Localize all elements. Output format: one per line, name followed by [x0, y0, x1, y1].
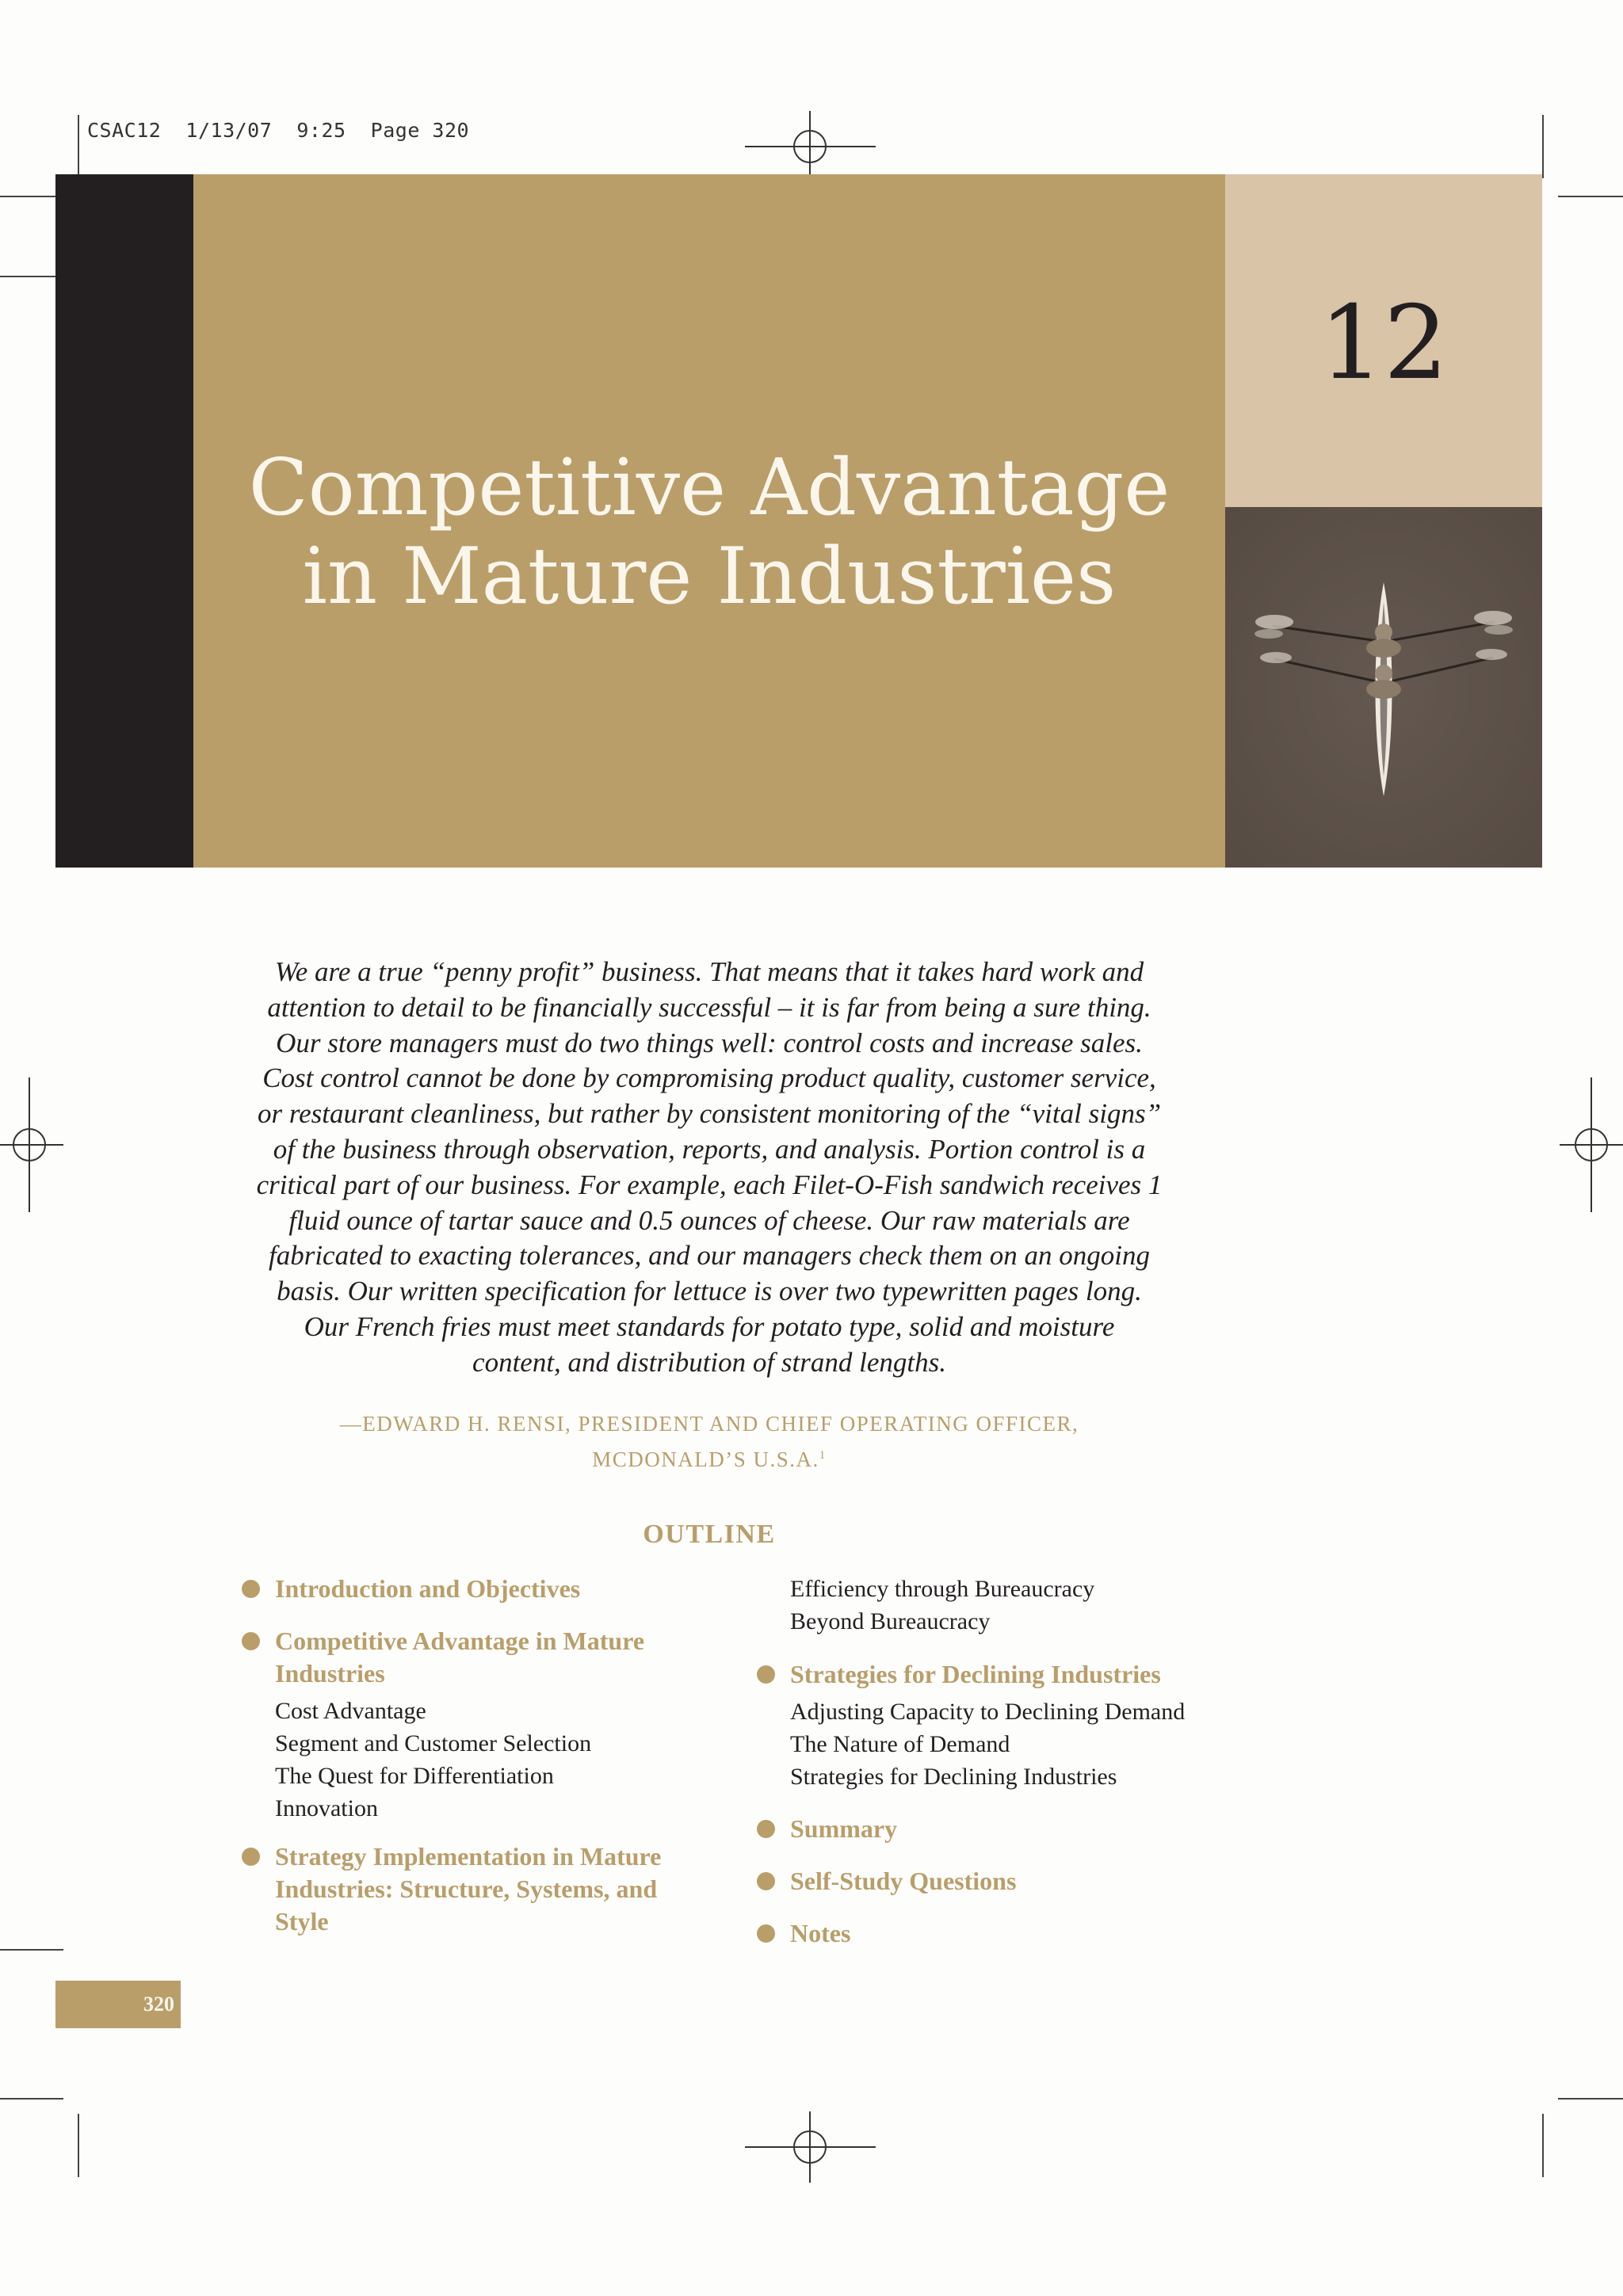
- crop-mark: [1558, 2098, 1623, 2100]
- outline-section-title: Industries: Structure, Systems, and: [275, 1875, 658, 1903]
- bullet-icon: [757, 1924, 775, 1943]
- outline-section: [242, 1573, 685, 1605]
- outline-section-title: Competitive Advantage in Mature: [275, 1627, 645, 1655]
- chapter-title-line: in Mature Industries: [302, 532, 1117, 622]
- outline-section: [757, 1865, 1248, 1897]
- quote-line: critical part of our business. For example, each Filet-O-Fish sandwich receives 1: [256, 1169, 1163, 1200]
- crop-mark: [0, 196, 63, 197]
- registration-mark-left: [0, 1077, 63, 1212]
- registration-mark-bottom: [745, 2111, 876, 2183]
- epigraph-attribution: [230, 1406, 1189, 1478]
- outline-subitem: Strategies for Declining Industries: [790, 1764, 1117, 1790]
- crop-mark: [0, 2098, 63, 2100]
- crop-mark: [1542, 115, 1544, 178]
- outline-subitem: Cost Advantage: [275, 1698, 426, 1724]
- outline-subitem: Efficiency through Bureaucracy: [790, 1576, 1095, 1602]
- outline-column-left: [242, 1573, 685, 1958]
- outline-section-title: Self-Study Questions: [790, 1867, 1017, 1895]
- outline-subitem: Beyond Bureaucracy: [790, 1608, 991, 1634]
- outline-section-title: Notes: [790, 1919, 851, 1947]
- outline-subitems: [790, 1695, 1248, 1793]
- outline-section-title: Strategy Implementation in Mature: [275, 1842, 662, 1871]
- crop-mark: [1558, 196, 1623, 197]
- quote-line: content, and distribution of strand lengths.: [472, 1346, 946, 1378]
- quote-line: Our French fries must meet standards for potato type, solid and moisture: [304, 1310, 1115, 1342]
- page-number-tab: [55, 1981, 181, 2028]
- quote-line: attention to detail to be financially successful – it is far from being a sure thing.: [267, 991, 1151, 1023]
- attribution-name: MCDONALD’S U.S.A.: [592, 1447, 819, 1471]
- outline-subitem: Innovation: [275, 1795, 378, 1821]
- attribution-line: —EDWARD H. RENSI, PRESIDENT AND CHIEF OPERATING OFFICER,: [339, 1412, 1079, 1436]
- header-dark-band: [55, 174, 193, 868]
- outline-section: [757, 1658, 1248, 1793]
- chapter-title-line: Competitive Advantage: [248, 443, 1170, 533]
- crop-mark: [0, 276, 55, 277]
- rowing-photo: [1225, 507, 1542, 868]
- outline-subitem: The Quest for Differentiation: [275, 1763, 554, 1789]
- outline-heading: OUTLINE: [643, 1520, 776, 1549]
- bullet-icon: [242, 1580, 260, 1598]
- outline-section-title: Introduction and Objectives: [275, 1574, 581, 1603]
- outline-section: [242, 1625, 685, 1825]
- crop-mark: [1542, 2114, 1544, 2177]
- bullet-icon: [757, 1872, 775, 1890]
- outline-section: [242, 1840, 685, 1938]
- quote-line: We are a true “penny profit” business. That means that it takes hard work and: [274, 956, 1144, 987]
- page-number: 320: [143, 1993, 174, 2016]
- quote-line: fabricated to exacting tolerances, and our managers check them on an ongoing: [268, 1240, 1150, 1272]
- outline-section-title: Strategies for Declining Industries: [790, 1660, 1161, 1688]
- outline-subitems-continued: [757, 1573, 1248, 1638]
- rowing-boat-icon: [1225, 507, 1542, 868]
- crop-mark: [0, 1949, 63, 1951]
- outline-subitem: Adjusting Capacity to Declining Demand: [790, 1699, 1186, 1725]
- bullet-icon: [242, 1632, 260, 1650]
- quote-line: Cost control cannot be done by compromising product quality, customer service,: [262, 1062, 1156, 1094]
- outline-section-title: Industries: [275, 1659, 385, 1688]
- crop-mark: [78, 115, 79, 178]
- chapter-number: 12: [1319, 284, 1449, 402]
- crop-mark: [78, 2114, 79, 2177]
- registration-mark-right: [1560, 1077, 1623, 1212]
- footnote-marker: 1: [819, 1449, 827, 1462]
- quote-line: of the business through observation, reports, and analysis. Portion control is a: [273, 1133, 1146, 1165]
- quote-line: or restaurant cleanliness, but rather by consistent monitoring of the “vital signs”: [257, 1098, 1162, 1130]
- quote-line: Our store managers must do two things well: control costs and increase sales.: [276, 1027, 1143, 1058]
- bullet-icon: [757, 1820, 775, 1838]
- outline-section: [757, 1917, 1248, 1950]
- epigraph-quote: [230, 955, 1189, 1381]
- printer-slug: CSAC12 1/13/07 9:25 Page 320: [87, 119, 470, 142]
- outline-subitem: Segment and Customer Selection: [275, 1730, 592, 1756]
- outline-subitems: [275, 1695, 685, 1825]
- registration-mark-top: [745, 111, 876, 182]
- outline-subitem: The Nature of Demand: [790, 1731, 1010, 1757]
- attribution-line: [230, 1442, 1189, 1478]
- bullet-icon: [757, 1665, 775, 1684]
- quote-line: basis. Our written specification for lettuce is over two typewritten pages long.: [277, 1276, 1142, 1307]
- outline-column-right: [757, 1573, 1248, 1970]
- outline-section-title: Style: [275, 1907, 329, 1936]
- outline-section-title: Summary: [790, 1814, 898, 1843]
- outline-section: [757, 1813, 1248, 1845]
- chapter-title: [193, 444, 1225, 621]
- quote-line: fluid ounce of tartar sauce and 0.5 ounces of cheese. Our raw materials are: [288, 1204, 1130, 1236]
- bullet-icon: [242, 1848, 260, 1866]
